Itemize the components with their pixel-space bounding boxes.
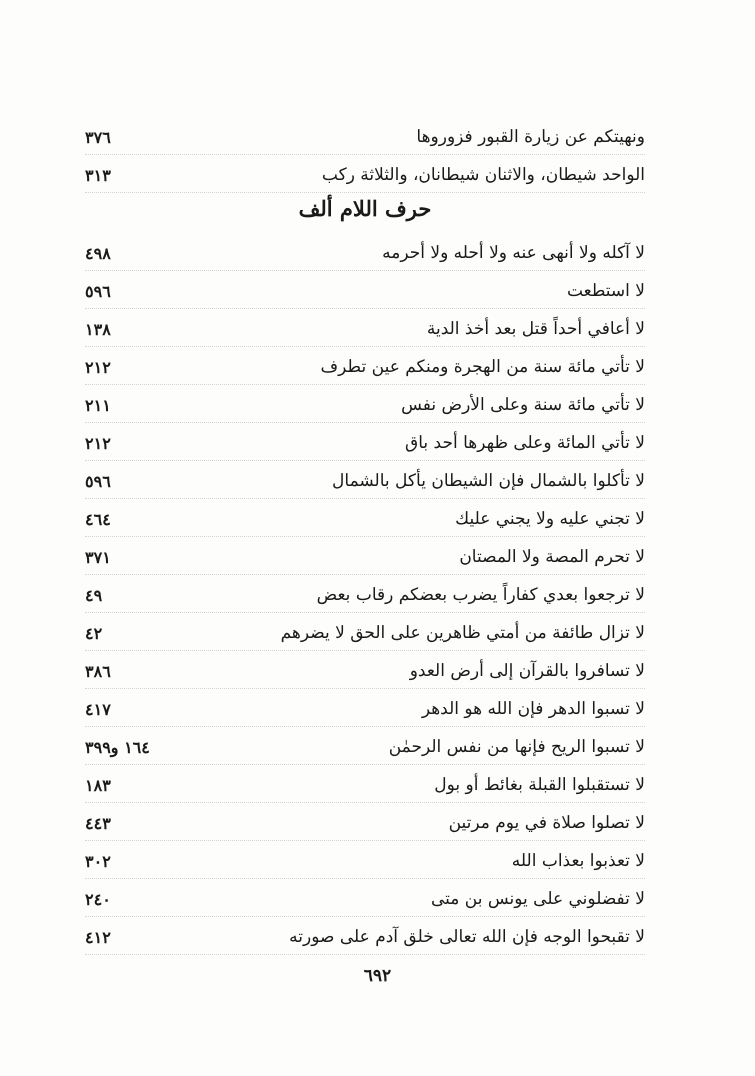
index-entry bbox=[85, 692, 645, 727]
entry-page-ref: ٤٢ bbox=[85, 623, 103, 643]
entry-text: لا تأتي مائة سنة من الهجرة ومنكم عين تطرف bbox=[320, 357, 645, 377]
index-entry bbox=[85, 768, 645, 803]
entry-page-ref: ٤١٧ bbox=[85, 699, 111, 719]
index-entry bbox=[85, 502, 645, 537]
entry-text: لا تسبوا الريح فإنها من نفس الرحمٰن bbox=[388, 737, 645, 757]
index-entry bbox=[85, 274, 645, 309]
index-entry bbox=[85, 464, 645, 499]
entry-page-ref: ٢١٢ bbox=[85, 433, 111, 453]
entry-page-ref: ١٣٨ bbox=[85, 319, 111, 339]
entry-text: الواحد شيطان، والاثنان شيطانان، والثلاثة ركب bbox=[321, 165, 645, 185]
index-entry bbox=[85, 158, 645, 193]
entry-text: لا تأكلوا بالشمال فإن الشيطان يأكل بالشمال bbox=[332, 471, 645, 491]
entry-page-ref: ٣٨٦ bbox=[85, 661, 111, 681]
entry-text: لا تسافروا بالقرآن إلى أرض العدو bbox=[409, 661, 645, 681]
entry-text: لا استطعت bbox=[566, 281, 645, 301]
index-entry bbox=[85, 654, 645, 689]
entry-text: لا تأتي المائة وعلى ظهرها أحد باق bbox=[405, 433, 645, 453]
entry-text: لا تقبحوا الوجه فإن الله تعالى خلق آدم على صورته bbox=[289, 927, 645, 947]
index-entry bbox=[85, 350, 645, 385]
entry-page-ref: ٢٤٠ bbox=[85, 889, 111, 909]
entry-page-ref: ٣١٣ bbox=[85, 165, 111, 185]
entry-text: لا تأتي مائة سنة وعلى الأرض نفس bbox=[401, 395, 645, 415]
entry-text: لا تحرم المصة ولا المصتان bbox=[459, 547, 645, 567]
entry-text: لا تجني عليه ولا يجني عليك bbox=[455, 509, 645, 529]
entry-page-ref: ٢١٢ bbox=[85, 357, 111, 377]
index-entry bbox=[85, 540, 645, 575]
index-entry bbox=[85, 806, 645, 841]
index-entry bbox=[85, 844, 645, 879]
entry-page-ref: ٥٩٦ bbox=[85, 471, 111, 491]
entry-text: لا تفضلوني على يونس بن متى bbox=[430, 889, 645, 909]
page-number: ٦٩٢ bbox=[363, 966, 392, 986]
index-entry bbox=[85, 578, 645, 613]
index-entry bbox=[85, 312, 645, 347]
entry-page-ref: ٤٩ bbox=[85, 585, 103, 605]
entry-page-ref: ٤٤٣ bbox=[85, 813, 111, 833]
entry-page-ref: ١٦٤ و٣٩٩ bbox=[85, 737, 150, 757]
entry-page-ref: ٥٩٦ bbox=[85, 281, 111, 301]
entry-page-ref: ٣٠٢ bbox=[85, 851, 111, 871]
entry-page-ref: ٤٦٤ bbox=[85, 509, 111, 529]
entry-text: لا تعذبوا بعذاب الله bbox=[511, 851, 645, 871]
entry-page-ref: ٤١٢ bbox=[85, 927, 111, 947]
entry-text: لا تسبوا الدهر فإن الله هو الدهر bbox=[421, 699, 645, 719]
entry-text: لا ترجعوا بعدي كفاراً يضرب بعضكم رقاب بعض bbox=[316, 585, 645, 605]
entry-text: ونهيتكم عن زيارة القبور فزوروها bbox=[416, 127, 645, 147]
index-entry bbox=[85, 882, 645, 917]
entry-page-ref: ١٨٣ bbox=[85, 775, 111, 795]
entry-text: لا تزال طائفة من أمتي ظاهرين على الحق لا يضرهم bbox=[280, 623, 645, 643]
entry-text: لا تصلوا صلاة في يوم مرتين bbox=[448, 813, 645, 833]
entry-page-ref: ٢١١ bbox=[85, 395, 111, 415]
index-entry bbox=[85, 616, 645, 651]
entry-page-ref: ٤٩٨ bbox=[85, 243, 111, 263]
entry-text: لا آكله ولا أنهى عنه ولا أحله ولا أحرمه bbox=[382, 243, 645, 263]
entry-text: لا أعافي أحداً قتل بعد أخذ الدية bbox=[426, 319, 645, 339]
section-heading: حرف اللام ألف bbox=[298, 196, 432, 221]
entry-page-ref: ٣٧٦ bbox=[85, 127, 111, 147]
index-entry bbox=[85, 388, 645, 423]
entry-text: لا تستقبلوا القبلة بغائط أو بول bbox=[434, 775, 645, 795]
index-entry bbox=[85, 120, 645, 155]
index-entry bbox=[85, 426, 645, 461]
entry-page-ref: ٣٧١ bbox=[85, 547, 111, 567]
index-entry bbox=[85, 920, 645, 955]
index-entry bbox=[85, 730, 645, 765]
index-entry bbox=[85, 236, 645, 271]
